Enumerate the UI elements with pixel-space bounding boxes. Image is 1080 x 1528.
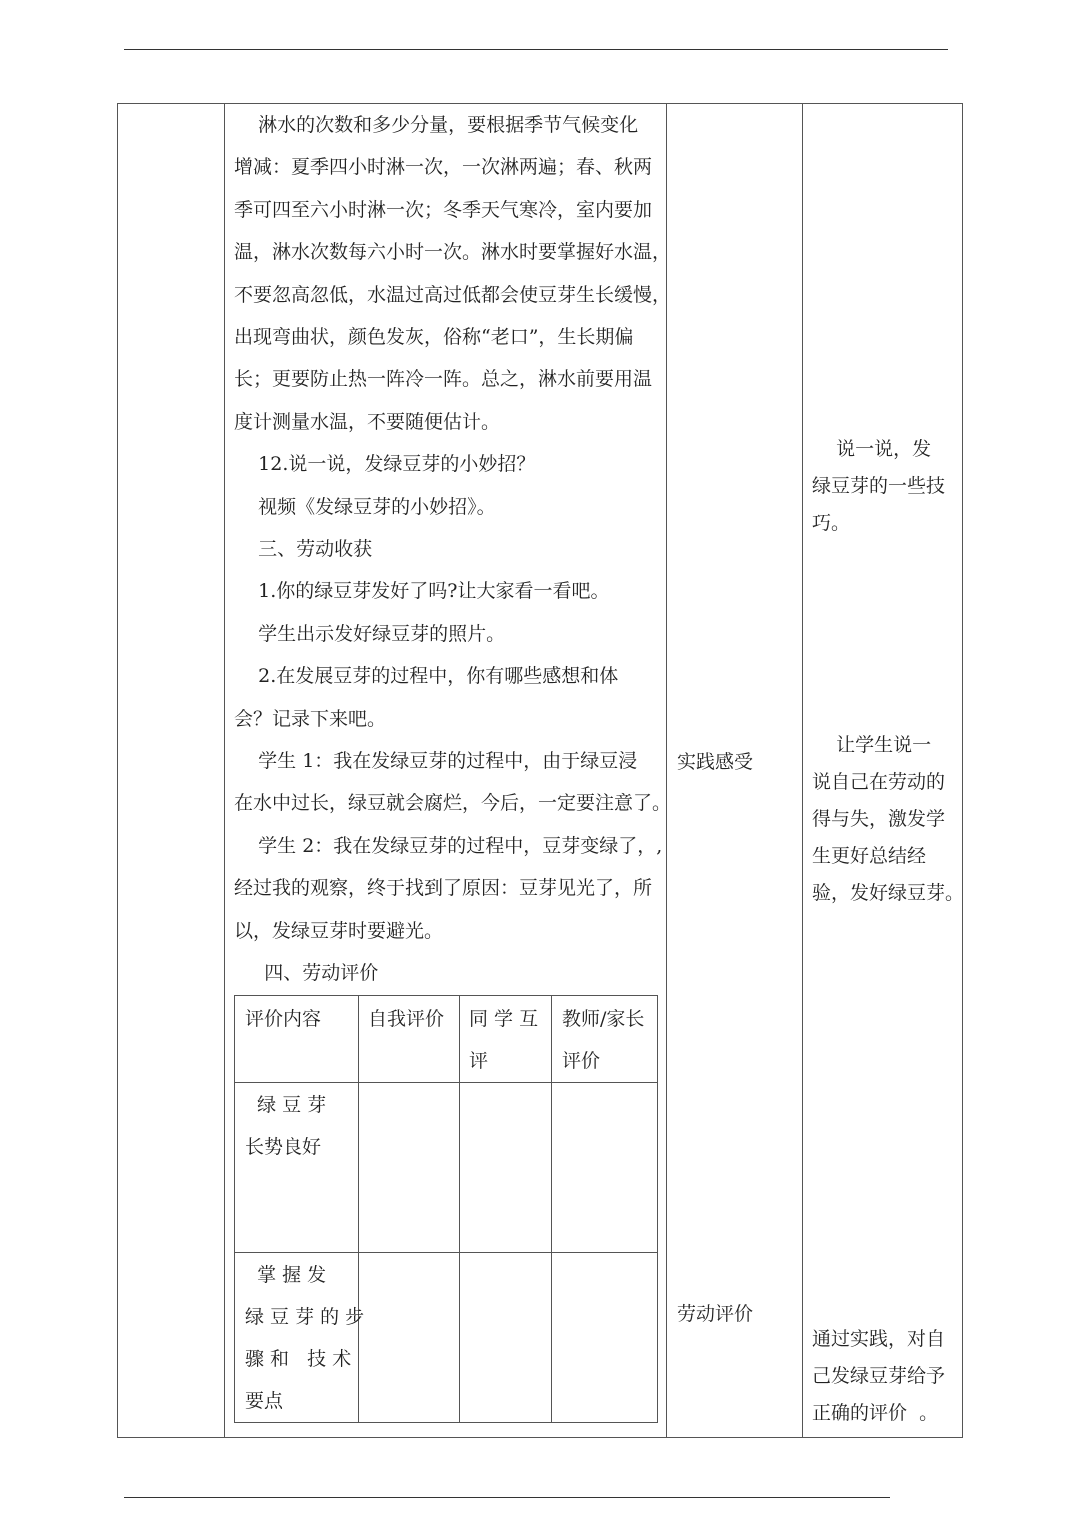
intent-note-evaluation-line: 己发绿豆芽给予 bbox=[812, 1365, 946, 1387]
main-content-line: 三、劳动收获 bbox=[234, 538, 373, 560]
eval-row2-line2: 绿 豆 芽 的 步 bbox=[245, 1306, 365, 1328]
intent-note-evaluation-line: 正确的评价 。 bbox=[812, 1402, 939, 1424]
intent-note-tips-line: 巧。 bbox=[812, 512, 851, 534]
header-rule bbox=[124, 49, 948, 50]
eval-row1-line1: 绿 豆 芽 bbox=[245, 1094, 327, 1116]
main-content-line: 长；更要防止热一阵冷一阵。总之，淋水前要用温 bbox=[234, 368, 653, 391]
main-content-line: 度计测量水温，不要随便估计。 bbox=[234, 410, 501, 433]
main-content-line: 出现弯曲状，颜色发灰，俗称“老口”，生长期偏 bbox=[234, 326, 634, 348]
main-content-line: 学生 1：我在发绿豆芽的过程中，由于绿豆浸 bbox=[234, 750, 638, 772]
intent-note-reflection-line: 让学生说一 bbox=[812, 734, 932, 756]
main-content-line: 在水中过长，绿豆就会腐烂，今后，一定要注意了。 bbox=[234, 792, 672, 815]
main-content-line: 季可四至六小时淋一次；冬季天气寒冷，室内要加 bbox=[234, 198, 653, 221]
main-content-line: 经过我的观察，终于找到了原因：豆芽见光了，所 bbox=[234, 877, 653, 900]
column-divider-1 bbox=[224, 104, 225, 1437]
main-content-line: 会？记录下来吧。 bbox=[234, 707, 387, 730]
activity-practice-label: 实践感受 bbox=[677, 751, 754, 773]
eval-header-teacher-line1: 教师/家长 bbox=[562, 1008, 645, 1030]
main-content-line: 视频《发绿豆芽的小妙招》。 bbox=[234, 495, 496, 518]
eval-row-divider bbox=[235, 1252, 657, 1253]
main-content-line: 学生出示发好绿豆芽的照片。 bbox=[234, 622, 506, 645]
intent-note-reflection-line: 说自己在劳动的 bbox=[812, 771, 946, 793]
main-content-line: 淋水的次数和多少分量，要根据季节气候变化 bbox=[234, 114, 639, 136]
eval-header-content: 评价内容 bbox=[245, 1008, 322, 1030]
intent-note-reflection-line: 验，发好绿豆芽。 bbox=[812, 882, 965, 904]
eval-row2-line4: 要点 bbox=[245, 1390, 284, 1412]
eval-col-divider bbox=[551, 996, 552, 1422]
eval-row1-line2: 长势良好 bbox=[245, 1136, 322, 1158]
intent-note-reflection-line: 生更好总结经 bbox=[812, 845, 927, 867]
main-content-line: 以，发绿豆芽时要避光。 bbox=[234, 919, 444, 942]
eval-header-teacher-line2: 评价 bbox=[562, 1050, 601, 1072]
eval-col-divider bbox=[459, 996, 460, 1422]
main-content-line: 不要忽高忽低，水温过高过低都会使豆芽生长缓慢， bbox=[234, 283, 672, 306]
evaluation-table bbox=[234, 995, 658, 1423]
main-content-line: 温，淋水次数每六小时一次。淋水时要掌握好水温， bbox=[234, 241, 672, 264]
main-content-line: 1.你的绿豆芽发好了吗?让大家看一看吧。 bbox=[234, 580, 610, 603]
eval-row2-line1: 掌 握 发 bbox=[245, 1264, 327, 1286]
main-content-line: 12.说一说，发绿豆芽的小妙招？ bbox=[234, 453, 536, 476]
eval-col-divider bbox=[358, 996, 359, 1422]
main-content-line: 增减：夏季四小时淋一次，一次淋两遍；春、秋两 bbox=[234, 156, 653, 179]
intent-note-tips-line: 绿豆芽的一些技 bbox=[812, 475, 946, 497]
activity-evaluation-label: 劳动评价 bbox=[677, 1303, 754, 1325]
main-content-line: 四、劳动评价 bbox=[234, 962, 379, 984]
intent-note-tips-line: 说一说，发 bbox=[812, 438, 932, 460]
main-content-line: 学生 2：我在发绿豆芽的过程中，豆芽变绿了，, bbox=[234, 834, 663, 857]
intent-note-reflection-line: 得与失，激发学 bbox=[812, 808, 946, 830]
eval-header-self: 自我评价 bbox=[368, 1008, 445, 1030]
column-divider-3 bbox=[802, 104, 803, 1437]
intent-note-evaluation-line: 通过实践，对自 bbox=[812, 1328, 946, 1350]
main-content-line: 2.在发展豆芽的过程中，你有哪些感想和体 bbox=[234, 665, 619, 688]
footer-rule bbox=[124, 1497, 890, 1498]
eval-header-peer-line2: 评 bbox=[469, 1050, 489, 1072]
eval-row2-line3: 骤 和 技 术 bbox=[245, 1348, 352, 1370]
eval-header-peer-line1: 同 学 互 bbox=[469, 1008, 539, 1030]
